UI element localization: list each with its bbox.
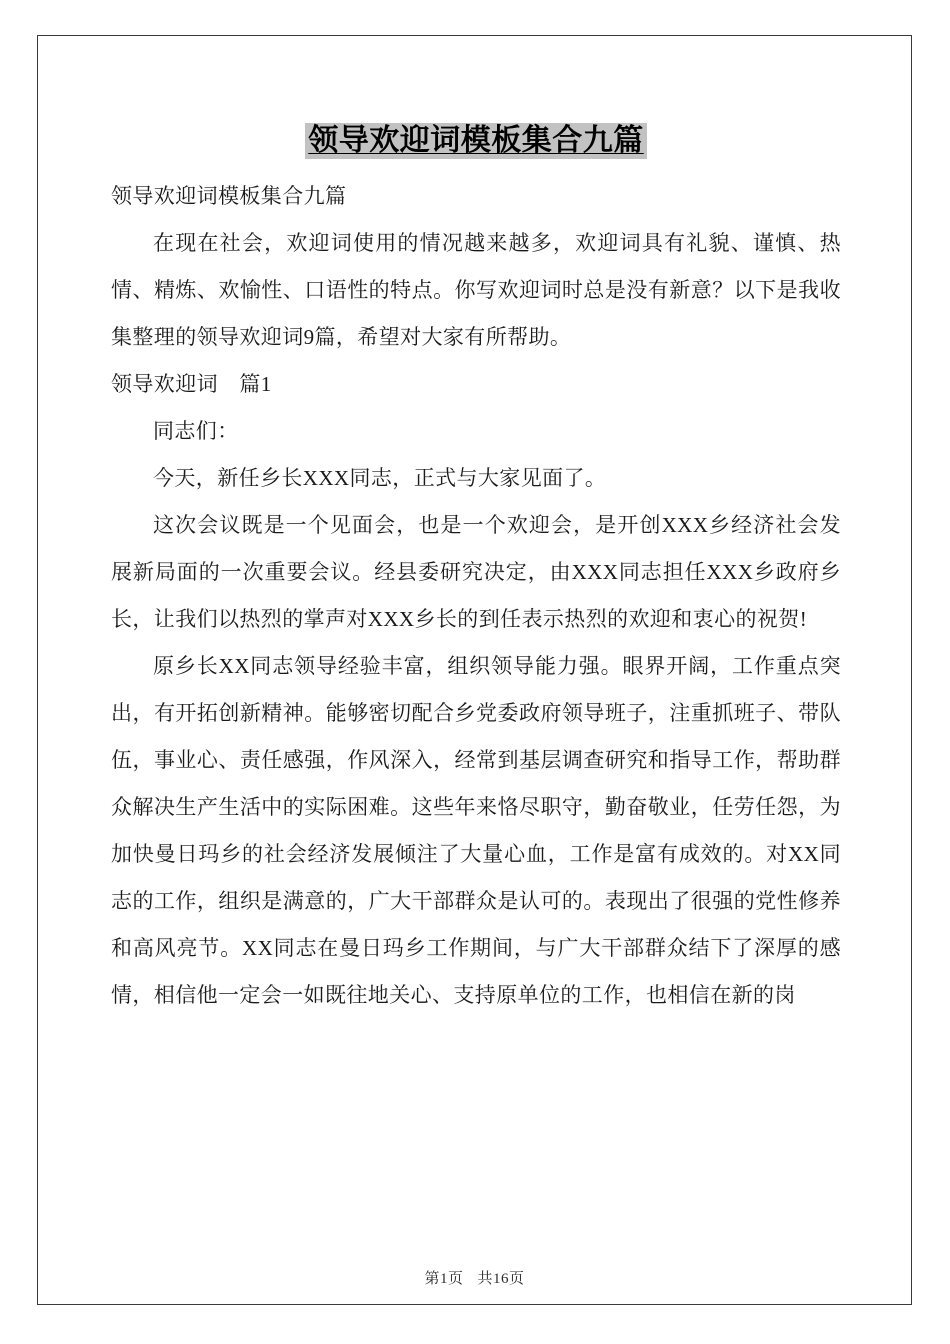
page-content-area bbox=[111, 101, 841, 1281]
footer-current-page: 第1页 bbox=[424, 1271, 464, 1287]
body-paragraph-2: 这次会议既是一个见面会，也是一个欢迎会，是开创XXX乡经济社会发展新局面的一次重要会议。经县委研究决定，由XXX同志担任XXX乡政府乡长，让我们以热烈的掌声对XXX乡长的到任表示热烈的欢迎和衷心的祝贺! bbox=[111, 512, 841, 631]
document-title bbox=[111, 119, 841, 163]
section-heading-pian-1: 领导欢迎词 篇1 bbox=[111, 371, 272, 396]
body-paragraph-3: 原乡长XX同志领导经验丰富，组织领导能力强。眼界开阔，工作重点突出，有开拓创新精神。能够密切配合乡党委政府领导班子，注重抓班子、带队伍，事业心、责任感强，作风深入，经常到基层调查研究和指导工作，帮助群众解决生产生活中的实际困难。这些年来恪尽职守，勤奋敬业，任劳任怨，为加快曼日玛乡的社会经济发展倾注了大量心血，工作是富有成效的。对XX同志的工作，组织是满意的，广大干部群众是认可的。表现出了很强的党性修养和高风亮节。XX同志在曼日玛乡工作期间，与广大干部群众结下了深厚的感情，相信他一定会一如既往地关心、支持原单位的工作，也相信在新的岗 bbox=[111, 653, 841, 1007]
intro-paragraph: 在现在社会，欢迎词使用的情况越来越多，欢迎词具有礼貌、谨慎、热情、精炼、欢愉性、口语性的特点。你写欢迎词时总是没有新意？以下是我收集整理的领导欢迎词9篇，希望对大家有所帮助。 bbox=[111, 230, 841, 349]
page-footer bbox=[38, 1267, 911, 1288]
salutation-line: 同志们： bbox=[153, 418, 239, 443]
footer-total-pages: 共16页 bbox=[477, 1271, 525, 1287]
subtitle-line: 领导欢迎词模板集合九篇 bbox=[111, 183, 347, 208]
page-border-frame bbox=[37, 35, 912, 1305]
body-paragraph-1: 今天，新任乡长XXX同志，正式与大家见面了。 bbox=[153, 465, 607, 490]
document-title-highlight: 领导欢迎词模板集合九篇 bbox=[305, 123, 647, 159]
